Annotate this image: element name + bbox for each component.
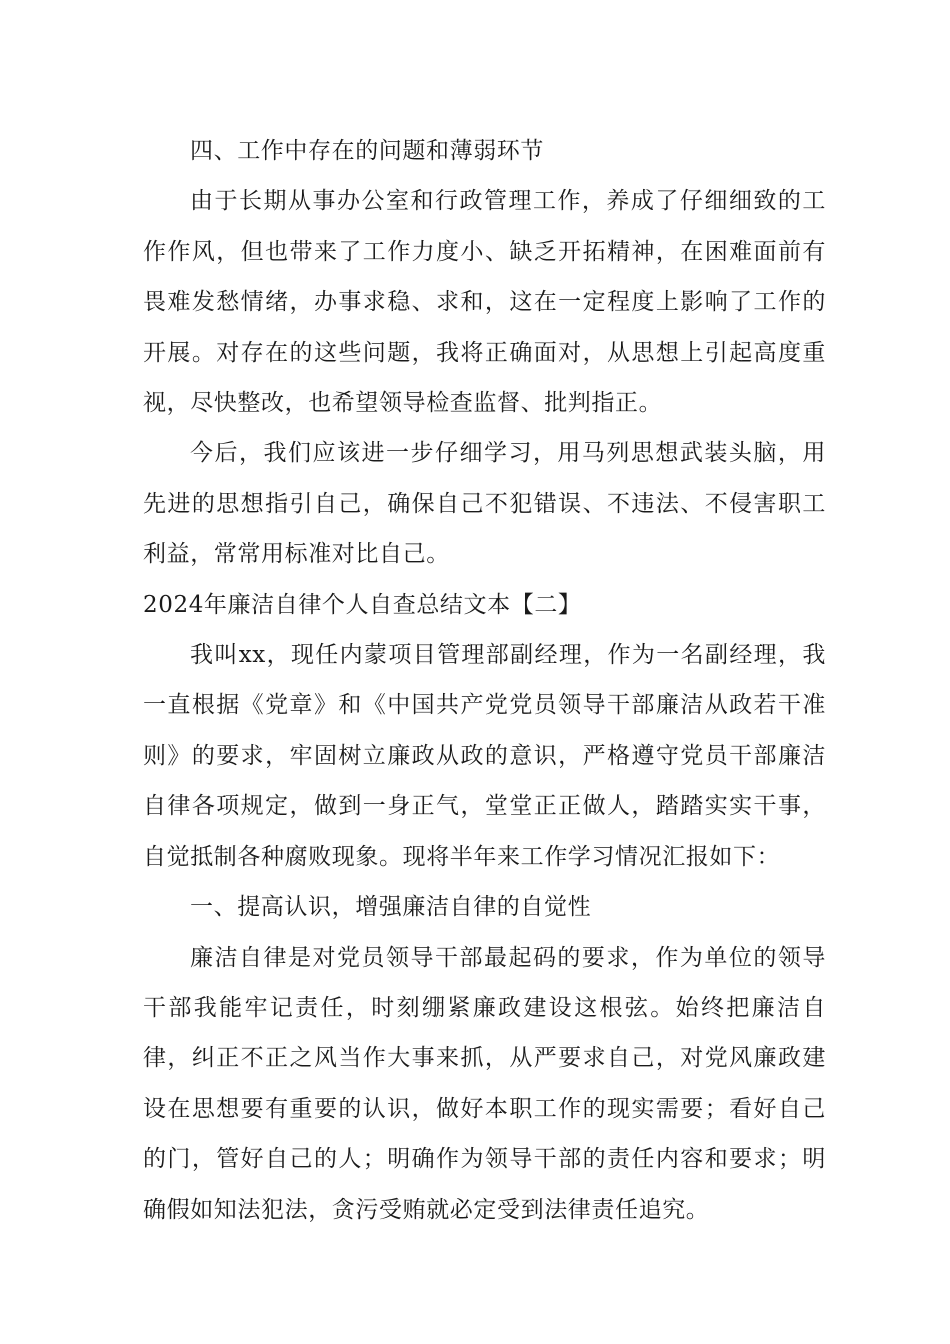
- paragraph-self-introduction: 我叫xx，现任内蒙项目管理部副经理，作为一名副经理，我一直根据《党章》和《中国共产党党员领导干部廉洁从政若干准则》的要求，牢固树立廉政从政的意识，严格遵守党员干部廉洁自律各项规定，做到一身正气，堂堂正正做人，踏踏实实干事，自觉抵制各种腐败现象。现将半年来工作学习情况汇报如下：: [143, 642, 826, 870]
- section-heading-problems: 四、工作中存在的问题和薄弱环节: [190, 138, 544, 164]
- paragraph-problems-description: 由于长期从事办公室和行政管理工作，养成了仔细细致的工作作风，但也带来了工作力度小、缺乏开拓精神，在困难面前有畏难发愁情绪，办事求稳、求和，这在一定程度上影响了工作的开展。对存在的这些问题，我将正确面对，从思想上引起高度重视，尽快整改，也希望领导检查监督、批判指正。: [143, 188, 826, 417]
- paragraph-self-discipline: 廉洁自律是对党员领导干部最起码的要求，作为单位的领导干部我能牢记责任，时刻绷紧廉政建设这根弦。始终把廉洁自律，纠正不正之风当作大事来抓，从严要求自己，对党风廉政建设在思想要有重要的认识，做好本职工作的现实需要；看好自己的门，管好自己的人；明确作为领导干部的责任内容和要求；明确假如知法犯法，贪污受贿就必定受到法律责任追究。: [143, 944, 826, 1223]
- document-body: [143, 126, 826, 1235]
- paragraph-future-plan: 今后，我们应该进一步仔细学习，用马列思想武装头脑，用先进的思想指引自己，确保自己不犯错误、不违法、不侵害职工利益，常常用标准对比自己。: [143, 440, 826, 568]
- document-section-title: 2024年廉洁自律个人自查总结文本【二】: [143, 591, 582, 618]
- section-heading-awareness: 一、提高认识，增强廉洁自律的自觉性: [190, 894, 592, 921]
